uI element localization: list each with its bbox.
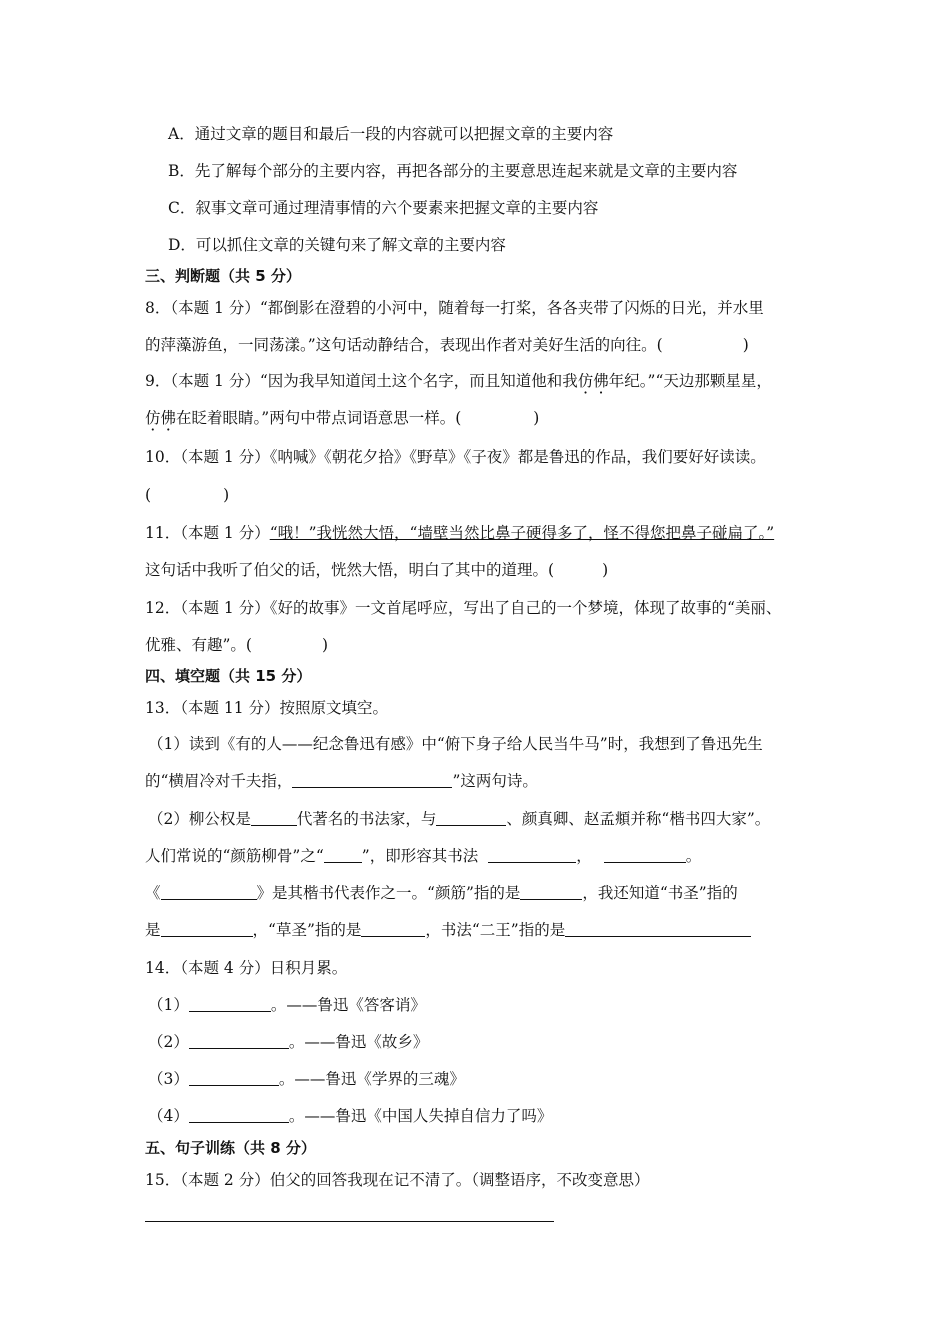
q14-item xyxy=(148,1031,428,1053)
option-c: C．叙事文章可通过理清事情的六个要素来把握文章的主要内容 xyxy=(168,199,599,217)
q14-blank-2[interactable] xyxy=(189,1033,289,1049)
q13-blank-caosheng[interactable] xyxy=(361,921,425,937)
q8-line2 xyxy=(145,334,749,356)
q13-p2-text-l: ，“草圣”指的是 xyxy=(252,921,362,939)
q13-p1-line2 xyxy=(145,770,538,792)
q13-p1-text-b: ”这两句诗。 xyxy=(452,772,538,790)
q13-blank-erwang[interactable] xyxy=(565,921,751,937)
q13-p2-text-g: 。 xyxy=(685,847,702,865)
q13-blank-gu[interactable] xyxy=(324,847,362,863)
q13-p2-text-c: 、颜真卿、赵孟頫并称“楷书四大家”。 xyxy=(506,810,771,828)
option-b: B．先了解每个部分的主要内容，再把各部分的主要意思连起来就是文章的主要内容 xyxy=(168,162,738,180)
q13-p2-text-a: （2）柳公权是 xyxy=(148,810,251,828)
q12-line2 xyxy=(145,634,328,656)
q10-close: ) xyxy=(223,486,230,504)
q13-p2-text-k: 是 xyxy=(145,921,161,939)
q14-blank-3[interactable] xyxy=(189,1070,279,1086)
q9-line1 xyxy=(145,370,772,392)
q12-close: ) xyxy=(321,636,329,654)
q9-dotted-char: 佛 xyxy=(593,372,609,390)
q13-p2-line4 xyxy=(145,919,751,941)
q13-p1-text-a: 的“横眉冷对千夫指， xyxy=(145,772,293,790)
q13-p2-text-i: 》是其楷书代表作之一。“颜筋”指的是 xyxy=(256,884,521,902)
q9-text-b: 年纪。”“天边那颗星星， xyxy=(608,372,772,390)
q13-stem: 13．（本题 11 分）按照原文填空。 xyxy=(145,699,389,717)
q14-stem: 14．（本题 4 分）日积月累。 xyxy=(145,959,348,977)
q11-line1 xyxy=(145,522,774,544)
q11-text: 这句话中我听了伯父的话，恍然大悟，明白了其中的道理。( xyxy=(145,561,555,579)
q10-open: ( xyxy=(145,486,152,504)
q14-item xyxy=(148,994,426,1016)
q14-item xyxy=(148,1068,465,1090)
q10-line2 xyxy=(145,484,229,506)
q13-p2-line2 xyxy=(145,845,701,867)
q14-item-source: 。——鲁迅《中国人失掉自信力了吗》 xyxy=(288,1107,553,1125)
q12-text: 优雅、有趣”。( xyxy=(145,636,252,654)
q14-item-num: （1） xyxy=(148,996,189,1014)
q11-close: ) xyxy=(602,561,609,579)
q14-item xyxy=(148,1105,552,1127)
option-d: D．可以抓住文章的关键句来了解文章的主要内容 xyxy=(168,236,506,254)
q13-p2-line1 xyxy=(148,808,770,830)
q14-item-num: （3） xyxy=(148,1070,189,1088)
q13-blank-style-1[interactable] xyxy=(488,847,576,863)
q13-p2-text-d: 人们常说的“颜筋柳骨”之“ xyxy=(145,847,324,865)
q14-blank-4[interactable] xyxy=(189,1107,289,1123)
q11-line2 xyxy=(145,559,608,581)
q14-item-num: （4） xyxy=(148,1107,189,1125)
q13-p2-text-f: ， xyxy=(576,847,592,865)
q13-p2-text-h: 《 xyxy=(145,884,161,902)
q9-text-a: 9．（本题 1 分）“因为我早知道闰土这个名字，而且知道他和我 xyxy=(145,372,578,390)
q9-dotted-char: 佛 xyxy=(160,409,177,427)
section-5-title: 五、句子训练（共 8 分） xyxy=(145,1139,316,1157)
q13-blank-calligrapher[interactable] xyxy=(436,810,506,826)
q15-answer-line[interactable] xyxy=(145,1221,554,1222)
q13-p2-text-e: ”，即形容其书法 xyxy=(361,847,479,865)
q13-blank-1[interactable] xyxy=(292,772,452,788)
q13-blank-work[interactable] xyxy=(161,884,257,900)
q8-close: ) xyxy=(742,336,749,354)
q8-line1: 8．（本题 1 分）“都倒影在澄碧的小河中，随着每一打桨，各各夹带了闪烁的日光，并水里 xyxy=(145,299,764,317)
q9-text-c: 在眨着眼睛。”两句中带点词语意思一样。( xyxy=(176,409,462,427)
q9-line2 xyxy=(145,407,539,429)
q9-close: ) xyxy=(533,409,540,427)
q13-p2-text-b: 代著名的书法家，与 xyxy=(296,810,437,828)
q13-p1-line1: （1）读到《有的人——纪念鲁迅有感》中“俯下身子给人民当牛马”时，我想到了鲁迅先生 xyxy=(148,735,763,753)
q13-p2-text-m: ，书法“二王”指的是 xyxy=(425,921,566,939)
q13-blank-style-2[interactable] xyxy=(604,847,686,863)
q11-prefix: 11．（本题 1 分） xyxy=(145,524,270,542)
q9-dotted-char: 仿 xyxy=(577,372,594,390)
q14-item-source: 。——鲁迅《故乡》 xyxy=(288,1033,429,1051)
q10-line1: 10．（本题 1 分）《呐喊》《朝花夕拾》《野草》《子夜》都是鲁迅的作品，我们要好好读读。 xyxy=(145,448,766,466)
q8-text: 的萍藻游鱼，一同荡漾。”这句话动静结合，表现出作者对美好生活的向往。( xyxy=(145,336,663,354)
q14-item-num: （2） xyxy=(148,1033,189,1051)
q11-quote: “哦！”我恍然大悟，“墙壁当然比鼻子硬得多了，怪不得您把鼻子碰扁了。” xyxy=(269,524,775,542)
section-3-title: 三、判断题（共 5 分） xyxy=(145,267,301,285)
q13-p2-text-j: ，我还知道“书圣”指的 xyxy=(582,884,738,902)
q12-line1: 12．（本题 1 分）《好的故事》一文首尾呼应，写出了自己的一个梦境，体现了故事的“美丽、 xyxy=(145,599,782,617)
q13-blank-shusheng[interactable] xyxy=(161,921,253,937)
q14-blank-1[interactable] xyxy=(189,996,271,1012)
q9-dotted-char: 仿 xyxy=(145,409,161,427)
q14-item-source: 。——鲁迅《学界的三魂》 xyxy=(278,1070,465,1088)
q13-blank-yanjin[interactable] xyxy=(520,884,582,900)
q13-p2-line3 xyxy=(145,882,738,904)
q15-stem: 15．（本题 2 分）伯父的回答我现在记不清了。（调整语序，不改变意思） xyxy=(145,1171,650,1189)
section-4-title: 四、填空题（共 15 分） xyxy=(145,667,312,685)
option-a: A．通过文章的题目和最后一段的内容就可以把握文章的主要内容 xyxy=(168,125,614,143)
q14-item-source: 。——鲁迅《答客诮》 xyxy=(270,996,426,1014)
q13-blank-dynasty[interactable] xyxy=(251,810,297,826)
